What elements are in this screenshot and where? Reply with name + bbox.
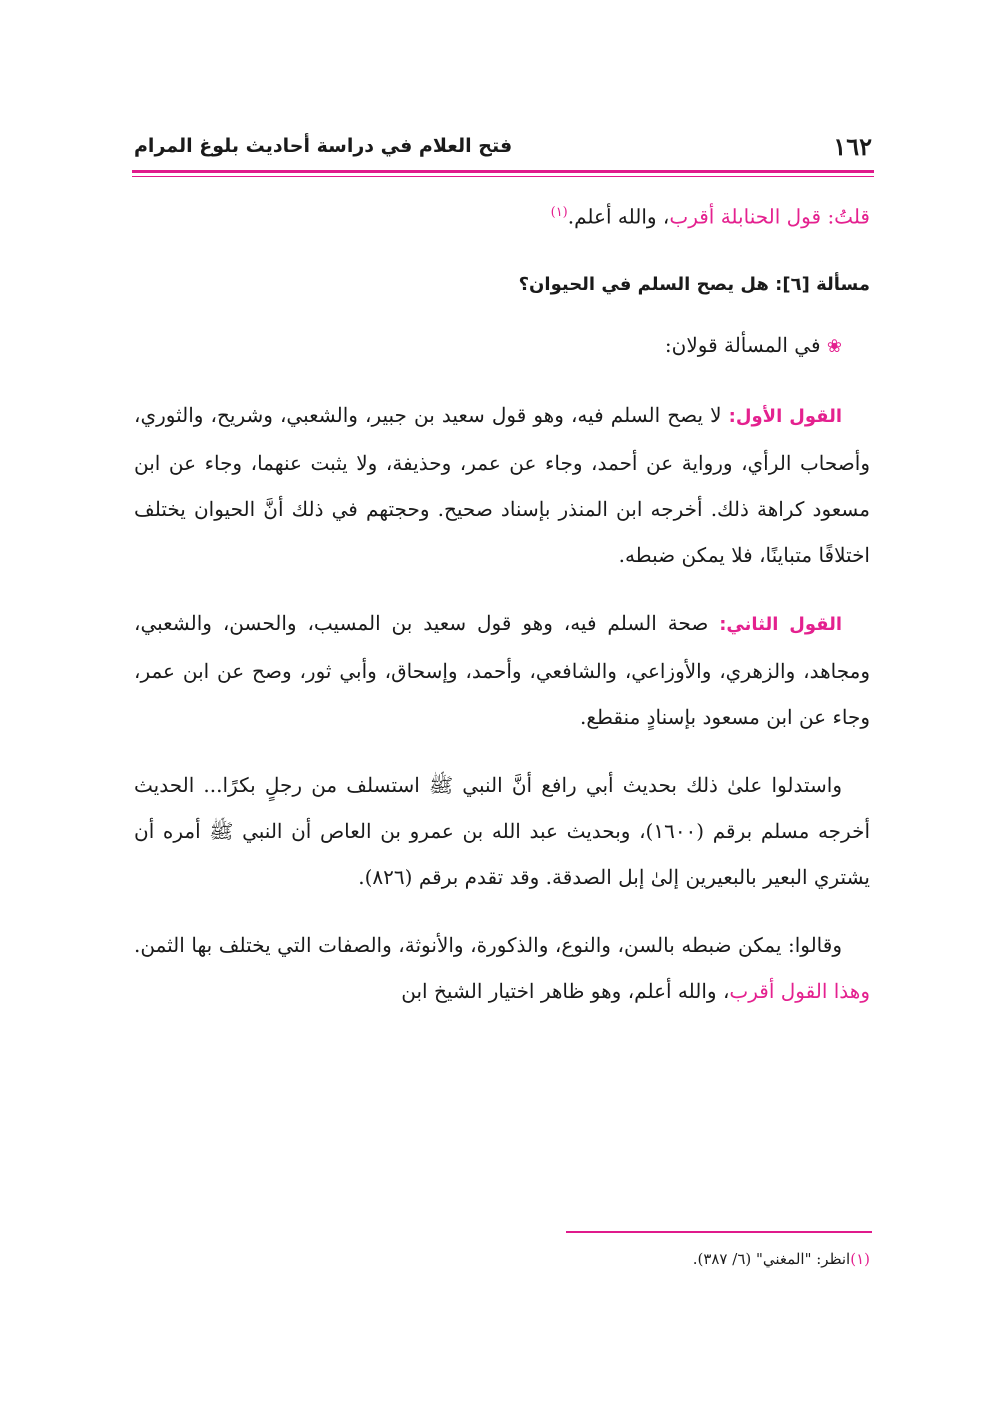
first-opinion-label: القول الأول: xyxy=(728,405,842,427)
footnote-separator xyxy=(566,1231,872,1233)
header-rule-thin xyxy=(132,176,874,177)
page-body xyxy=(134,190,870,1014)
conclusion-lead: قلتُ: xyxy=(827,204,870,229)
second-opinion-text: صحة السلم فيه، وهو قول سعيد بن المسيب، والحسن، والشعبي، ومجاهد، والزهري، والأوزاعي، والشافعي، وأحمد، وإسحاق، وأبي ثور، وصح عن ابن عمر، وجاء عن ابن مسعود بإسنادٍ منقطع. xyxy=(134,610,870,729)
closing-text-start: وقالوا: يمكن ضبطه بالسن، والنوع، والذكورة، والأنوثة، والصفات التي يختلف بها الثمن. xyxy=(134,932,842,957)
footnote-ref[interactable]: (١) xyxy=(550,205,568,220)
conclusion-quote: قول الحنابلة أقرب xyxy=(669,204,822,229)
masala-question: هل يصح السلم في الحيوان؟ xyxy=(518,273,769,295)
masala-heading xyxy=(134,262,870,308)
masala-label: مسألة [٦]: xyxy=(775,273,870,295)
first-opinion-text: لا يصح السلم فيه، وهو قول سعيد بن جبير، والشعبي، وشريح، والثوري، وأصحاب الرأي، ورواية عن أحمد، وجاء عن عمر، وحذيفة، ولا يثبت عنهما، وجاء عن ابن مسعود كراهة ذلك. أخرجه ابن المنذر بإسناد صحيح. وحجتهم في ذلك أنَّ الحيوان يختلف اختلافًا متباينًا، فلا يمكن ضبطه. xyxy=(134,402,870,567)
page-header xyxy=(134,128,872,164)
footnote-text: انظر: "المغني" (٦/ ٣٨٧). xyxy=(692,1250,851,1268)
conclusion-line xyxy=(134,190,870,240)
closing-paragraph xyxy=(134,922,870,1014)
closing-quote: وهذا القول أقرب xyxy=(729,978,870,1003)
conclusion-tail: ، والله أعلم. xyxy=(567,204,670,229)
header-rule-thick xyxy=(132,170,874,173)
closing-text-end: ، والله أعلم، وهو ظاهر اختيار الشيخ ابن xyxy=(401,978,730,1003)
book-title: فتح العلام في دراسة أحاديث بلوغ المرام xyxy=(134,135,513,157)
footnote-number: (١) xyxy=(850,1250,870,1268)
second-opinion-paragraph xyxy=(134,600,870,740)
flower-ornament-icon: ❀ xyxy=(826,335,842,357)
evidence-paragraph xyxy=(134,762,870,900)
first-opinion-paragraph xyxy=(134,392,870,578)
page-number: ١٦٢ xyxy=(833,131,872,161)
footnote xyxy=(134,1250,870,1268)
intro-line xyxy=(134,322,870,370)
evidence-text: واستدلوا علىٰ ذلك بحديث أبي رافع أنَّ النبي ﷺ استسلف من رجلٍ بكرًا... الحديث أخرجه مسلم برقم (١٦٠٠)، وبحديث عبد الله بن عمرو بن العاص أن النبي ﷺ أمره أن يشتري البعير بالبعيرين إلىٰ إبل الصدقة. وقد تقدم برقم (٨٢٦). xyxy=(134,772,870,889)
second-opinion-label: القول الثاني: xyxy=(719,613,842,635)
intro-text: في المسألة قولان: xyxy=(664,332,821,357)
